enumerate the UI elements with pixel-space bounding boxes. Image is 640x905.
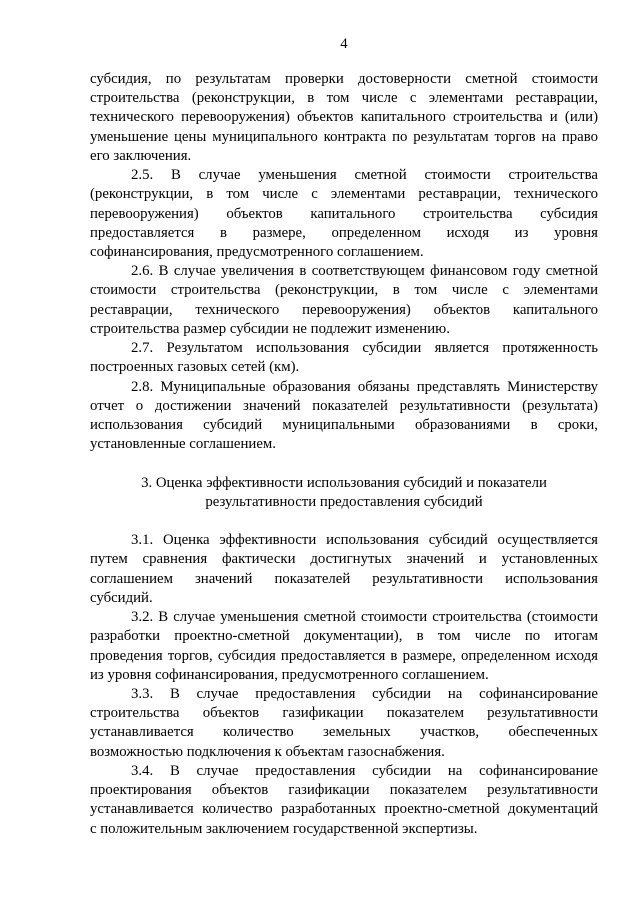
body-text [90,70,598,839]
paragraph-line: строительства (реконструкции, в том числе с элементами реставрации, [90,90,598,107]
paragraph-2-5 [90,166,598,262]
paragraph-2-8 [90,378,598,455]
paragraph-line: строительства размер субсидии не подлежит изменению. [90,320,450,337]
heading-line: 3. Оценка эффективности использования субсидий и показатели [141,474,547,491]
paragraph-line: 2.7. Результатом использования субсидии является протяженность [131,340,598,357]
paragraph-line: использования субсидий муниципальными образованиями в сроки, [90,416,598,433]
paragraph-line: предоставляется в размере, определенном исходя из уровня [90,224,598,241]
paragraph-line: из уровня софинансирования, предусмотренного соглашением. [90,666,489,683]
paragraph-line: 2.6. В случае увеличения в соответствующем финансовом году сметной [131,263,598,280]
paragraph-line: проведения торгов, субсидия предоставляется в размере, определенном исходя [90,647,598,664]
paragraph-line: отчет о достижении значений показателей результативности (результата) [90,397,598,414]
blank-line [90,512,598,531]
paragraph-line: софинансирования, предусмотренного соглашением. [90,243,424,260]
paragraph-line: установленные соглашением. [90,436,276,453]
paragraph-3-3 [90,685,598,762]
paragraph-line: (реконструкции, в том числе с элементами реставрации, технического [90,186,598,203]
paragraph-line: строительства объектов газификации показателем результативности [90,705,598,722]
paragraph-line: реставрации, технического перевооружения) объектов капитального [90,301,598,318]
paragraph-line: устанавливается количество земельных участков, обеспеченных [90,724,598,741]
paragraph-line: его заключения. [90,147,192,164]
paragraph-3-4 [90,762,598,839]
paragraph-line: с положительным заключением государственной экспертизы. [90,820,478,837]
paragraph-2-6 [90,262,598,339]
paragraph-line: 2.5. В случае уменьшения сметной стоимости строительства [131,167,598,184]
paragraph-line: устанавливается количество разработанных проектно-сметной документаций [90,801,598,818]
page-number: 4 [340,36,348,52]
paragraph-line: разработки проектно-сметной документации), в том числе по итогам [90,628,598,645]
paragraph-line: 3.1. Оценка эффективности использования субсидий осуществляется [131,532,598,549]
paragraph-3-2 [90,608,598,685]
paragraph-line: построенных газовых сетей (км). [90,359,300,376]
paragraph-line: стоимости строительства (реконструкции, в том числе с элементами [90,282,598,299]
paragraph-line: субсидий. [90,589,153,606]
paragraph-line: 3.3. В случае предоставления субсидии на софинансирование [131,686,598,702]
paragraph-line: 2.8. Муниципальные образования обязаны представлять Министерству [131,378,598,395]
paragraph-line: 3.4. В случае предоставления субсидии на софинансирование [131,762,598,779]
heading-line: результативности предоставления субсидий [205,493,483,510]
paragraph-line: проектирования объектов газификации показателем результативности [90,782,598,799]
paragraph-line: технического перевооружения) объектов капитального строительства и (или) [90,109,598,126]
section-3-heading [90,474,598,512]
paragraph-line: соглашением значений показателей результативности использования [90,570,598,587]
paragraph-line: субсидия, по результатам проверки достоверности сметной стоимости [90,71,598,87]
paragraph-2-7 [90,339,598,377]
paragraph-3-1 [90,531,598,608]
paragraph-line: возможностью подключения к объектам газоснабжения. [90,743,445,760]
paragraph-line: путем сравнения фактически достигнутых значений и установленных [90,551,598,568]
blank-line [90,454,598,473]
paragraph-line: перевооружения) объектов капитального строительства субсидия [90,205,598,222]
paragraph-line: уменьшение цены муниципального контракта по результатам торгов на право [90,128,598,145]
paragraph-line: 3.2. В случае уменьшения сметной стоимости строительства (стоимости [131,609,598,626]
paragraph-continuation [90,70,598,166]
